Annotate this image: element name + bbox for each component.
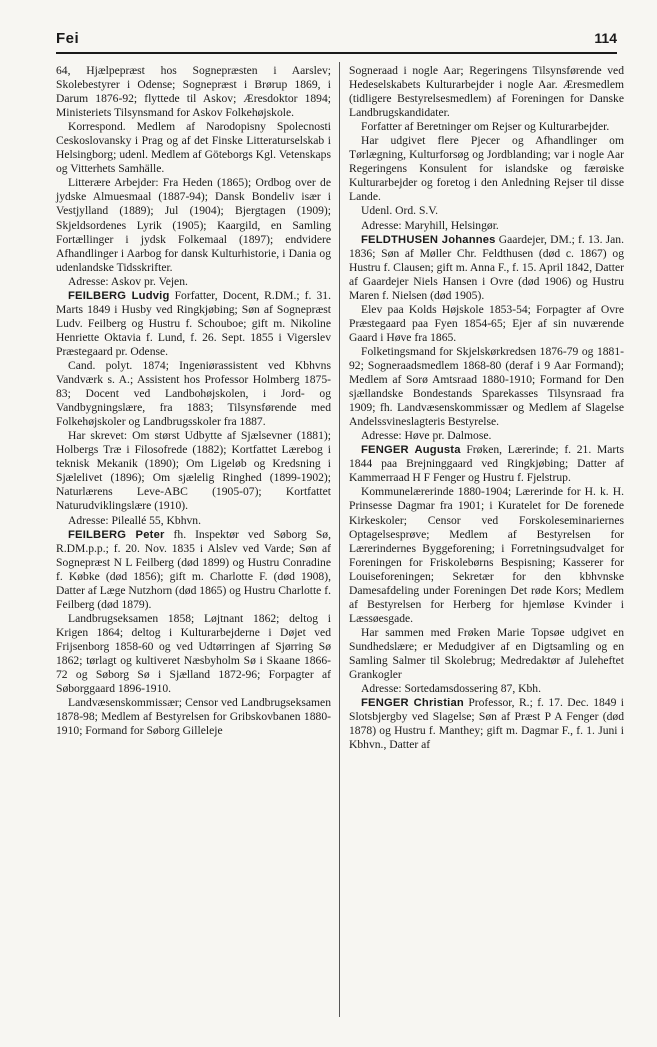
entry-text: Forfatter, Docent, R.DM.; f. 31. Marts 1849 i Husby ved Ringkjøbing; Søn af Sognepræst Ludv. Feilberg og Hustru f. Schouboe; gift m. Nikoline Henriette Oktavia f. Lund, f. 26. Sept. 1855 i Vigerslev Præstegaard pr. Odense. (56, 288, 331, 358)
directory-entry (349, 696, 624, 752)
entry-name: FEILBERG Ludvig (68, 289, 170, 302)
running-head: Fei (56, 30, 80, 47)
entry-paragraph: Elev paa Kolds Højskole 1853-54; Forpagter af Ovre Præstegaard paa Fyen 1854-65; Ejer af sin nuværende Gaard i Høve fra 1865. (349, 302, 624, 344)
entry-name: FENGER Christian (361, 697, 464, 710)
header-rule (56, 52, 617, 54)
entry-text: Frøken, Lærerinde; f. 21. Marts 1844 paa Brejninggaard ved Ringkjøbing; Datter af Kammerraad H F Fenger og Hustru f. Fjelstrup. (349, 443, 624, 485)
entry-paragraph: Landbrugseksamen 1858; Løjtnant 1862; deltog i Krigen 1864; deltog i Kulturarbejderne i Døjet ved Frijsenborg 1858-60 og ved Udtørringen af Sjørring Sø 1862; tørlagt og kultiveret Næsbyholm Sø i Skaane 1866-72 og Søborg Sø i Sjælland 1872-96; Forpagter af Søborggaard 1896-1910. (56, 611, 331, 696)
entry-paragraph: Udenl. Ord. S.V. (361, 204, 439, 218)
page-number: 114 (594, 30, 617, 46)
entry-name: FEILBERG Peter (68, 528, 165, 541)
entry-text: Gaardejer, DM.; f. 13. Jan. 1836; Søn af Møller Chr. Feldthusen (død c. 1867) og Hustru f. Clausen; gift m. Anna F., f. 15. April 1842, Datter af Gaardejer Niels Hansen i Ovre (død 1906) og Hustru Maren f. Nielsen (død 1905). (349, 232, 624, 302)
entry-paragraph: Kommunelærerinde 1880-1904; Lærerinde for H. k. H. Prinsesse Dagmar fra 1901; i Kuratelet for De forenede Kirkeskoler; Censor ved Forskoleseminariernes Optagelsesprøve; Medlem af Bestyrelsen for Lærerindernes Byggeforening; i Forretningsudvalget for Foreningen for Friskolebørns Bespisning; Kasserer for Louiseforeningen; Sekretær for den kbhvnske Damesafdeling under Foreningen Det røde Kors; Medlem af Bestyrelsen for Herberg for hjemløse Kvinder i Læssøesgade. (349, 485, 624, 625)
entry-paragraph: Sogneraad i nogle Aar; Regeringens Tilsynsførende ved Hedeselskabets Kulturarbejder i nogle Aar. Æresmedlem (tidligere Bestyrelsesmedlem) af Foreningen for Danske Landbrugskandidater. (349, 64, 624, 120)
directory-entry (349, 233, 624, 303)
entry-paragraph: Landvæsenskommissær; Censor ved Landbrugseksamen 1878-98; Medlem af Bestyrelsen for Gribskovbanen 1880-1910; Formand for Søborg Gilleleje (56, 696, 331, 738)
entry-paragraph: Adresse: Askov pr. Vejen. (68, 274, 188, 288)
directory-entry (349, 443, 624, 485)
entry-paragraph: Cand. polyt. 1874; Ingeniørassistent ved Kbhvns Vandværk s. A.; Assistent hos Professor Holmberg 1875-83; Docent ved Landbohøjskolen, i Jord- og Vandbygningslære, fra 1883; Tilsynsførende med Folkehøjskoler og Landbrugsskoler fra 1887. (56, 358, 331, 429)
entry-paragraph: Adresse: Pileallé 55, Kbhvn. (68, 513, 201, 527)
directory-entry (56, 289, 331, 359)
left-column (56, 64, 331, 738)
entry-text: Professor, R.; f. 17. Dec. 1849 i Slotsbjergby ved Slagelse; Søn af Præst P A Fenger (død 1878) og Hustru f. Manthey; gift m. Dagmar F., f. 1. Juni i Kbhvn., Datter af (349, 696, 625, 752)
column-divider (339, 62, 340, 1017)
entry-paragraph: Adresse: Sortedamsdossering 87, Kbh. (361, 682, 542, 696)
entry-paragraph: Adresse: Maryhill, Helsingør. (361, 218, 499, 232)
entry-name: FENGER Augusta (361, 444, 461, 457)
entry-paragraph: Litterære Arbejder: Fra Heden (1865); Ordbog over de jydske Almuesmaal (1887-94); Dansk Bondeliv især i Vestjylland (1889); Jul (1904); Bjergtagen (1909); Skjeldsordenes Lyrik (1905); Kaargild, en Samling Fortællinger i jydsk Folkemaal (1897); endvidere Afhandlinger i Aarbog for dansk Kulturhistorie, i Dania og udenlandske Tidsskrifter. (56, 176, 331, 274)
directory-entry (56, 528, 331, 612)
entry-paragraph: Korrespond. Medlem af Narodopisny Spolecnosti Ceskoslovansky i Prag og af det Finske Litteraturselskab i Helsingborg; udenl. Medlem af Göteborgs Kgl. Vetenskaps og Vitterhets Samhälle. (56, 120, 331, 176)
entry-name: FELDTHUSEN Johannes (361, 233, 496, 246)
entry-paragraph: Har udgivet flere Pjecer og Afhandlinger om Tørlægning, Kulturforsøg og Jordblanding; var i nogle Aar Regeringens Konsulent for islandske og færøiske Kulturarbejder og foretog i den Anledning Rejser til disse Lande. (349, 134, 624, 204)
entry-text: fh. Inspektør ved Søborg Sø, R.DM.p.p.; f. 20. Nov. 1835 i Alslev ved Varde; Søn af Sognepræst N L Feilberg (død 1899) og Hustru Conradine f. Købke (død 1856); gift m. Charlotte F. (død 1908), Datter af Læge Nutzhorn (død 1865) og Hustru Charlotte f. Feilberg (død 1879). (56, 527, 331, 611)
entry-paragraph: 64, Hjælpepræst hos Sognepræsten i Aarslev; Skolebestyrer i Odense; Sognepræst i Brørup 1869, i Darum 1876-92; flyttede til Askov; Æresdoktor 1894; Ministeriets Tilsynsmand for Askov Folkehøjskole. (56, 64, 331, 120)
entry-paragraph: Har skrevet: Om størst Udbytte af Sjælsevner (1881); Holbergs Træ i Filosofrede (1882); Kortfattet Lærebog i teknisk Mekanik (1890); Om Ligeløb og Kredsning i Sjælelivet (1896); Om sjælelig Ringhed (1899-1902); Naturlærens Leve-ABC (1905-07); Kortfattet Naturudviklingslære (1910). (56, 429, 331, 513)
page-header (56, 30, 617, 52)
entry-paragraph: Forfatter af Beretninger om Rejser og Kulturarbejder. (361, 120, 610, 134)
right-column (349, 64, 624, 752)
entry-paragraph: Har sammen med Frøken Marie Topsøe udgivet en Sundhedslære; er Medudgiver af en Digtsamling og en Samling Salmer til Skolebrug; Medredaktør af Juleheftet Grankogler (349, 625, 624, 682)
entry-paragraph: Folketingsmand for Skjelskørkredsen 1876-79 og 1881-92; Sogneraadsmedlem 1868-80 (deraf i 9 Aar Formand); Medlem af Sorø Amtsraad 1880-1910; Formand for Den sjællandske Bondestands Sparekasses Tilsynsraad fra 1909; fh. Landvæsenskommissær og Medlem af Slagelse Andelssvineslagteris Bestyrelse. (349, 344, 624, 429)
entry-paragraph: Adresse: Høve pr. Dalmose. (361, 429, 492, 443)
